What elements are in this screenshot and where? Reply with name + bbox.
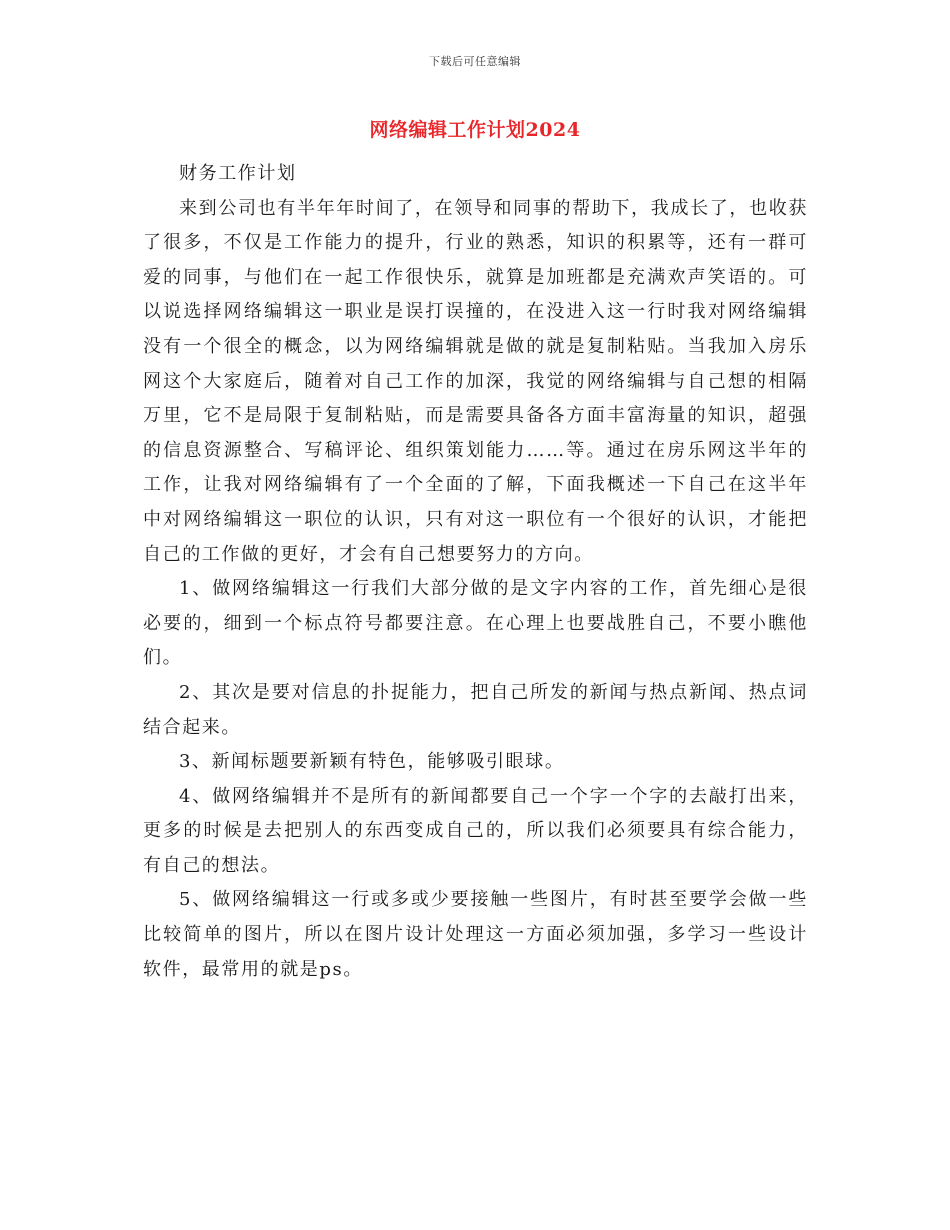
- header-note: 下载后可任意编辑: [429, 55, 521, 68]
- point-paragraph-2: 2、其次是要对信息的扑捉能力，把自己所发的新闻与热点新闻、热点词结合起来。: [143, 681, 808, 738]
- section-heading: 财务工作计划: [179, 163, 297, 184]
- point-paragraph-4: 4、做网络编辑并不是所有的新闻都要自己一个字一个字的去敲打出来，更多的时候是去把别人的东西变成自己的，所以我们必须要具有综合能力，有自己的想法。: [143, 785, 808, 876]
- document-title: 网络编辑工作计划2024: [369, 119, 581, 141]
- intro-paragraph: 来到公司也有半年年时间了，在领导和同事的帮助下，我成长了，也收获了很多，不仅是工作能力的提升，行业的熟悉，知识的积累等，还有一群可爱的同事，与他们在一起工作很快乐，就算是加班都是充满欢声笑语的。可以说选择网络编辑这一职业是误打误撞的，在没进入这一行时我对网络编辑没有一个很全的概念，以为网络编辑就是做的就是复制粘贴。当我加入房乐网这个大家庭后，随着对自己工作的加深，我觉的网络编辑与自己想的相隔万里，它不是局限于复制粘贴，而是需要具备各方面丰富海量的知识，超强的信息资源整合、写稿评论、组织策划能力……等。通过在房乐网这半年的工作，让我对网络编辑有了一个全面的了解，下面我概述一下自己在这半年中对网络编辑这一职位的认识，只有对这一职位有一个很好的认识，才能把自己的工作做的更好，才会有自己想要努力的方向。: [143, 197, 808, 565]
- document-body: [143, 157, 808, 987]
- point-paragraph-3: 3、新闻标题要新颖有特色，能够吸引眼球。: [179, 751, 565, 773]
- point-paragraph-5: 5、做网络编辑这一行或多或少要接触一些图片，有时甚至要学会做一些比较简单的图片，所以在图片设计处理这一方面必须加强，多学习一些设计软件，最常用的就是ps。: [143, 889, 808, 980]
- point-paragraph-1: 1、做网络编辑这一行我们大部分做的是文字内容的工作，首先细心是很必要的，细到一个标点符号都要注意。在心理上也要战胜自己，不要小瞧他们。: [143, 578, 808, 669]
